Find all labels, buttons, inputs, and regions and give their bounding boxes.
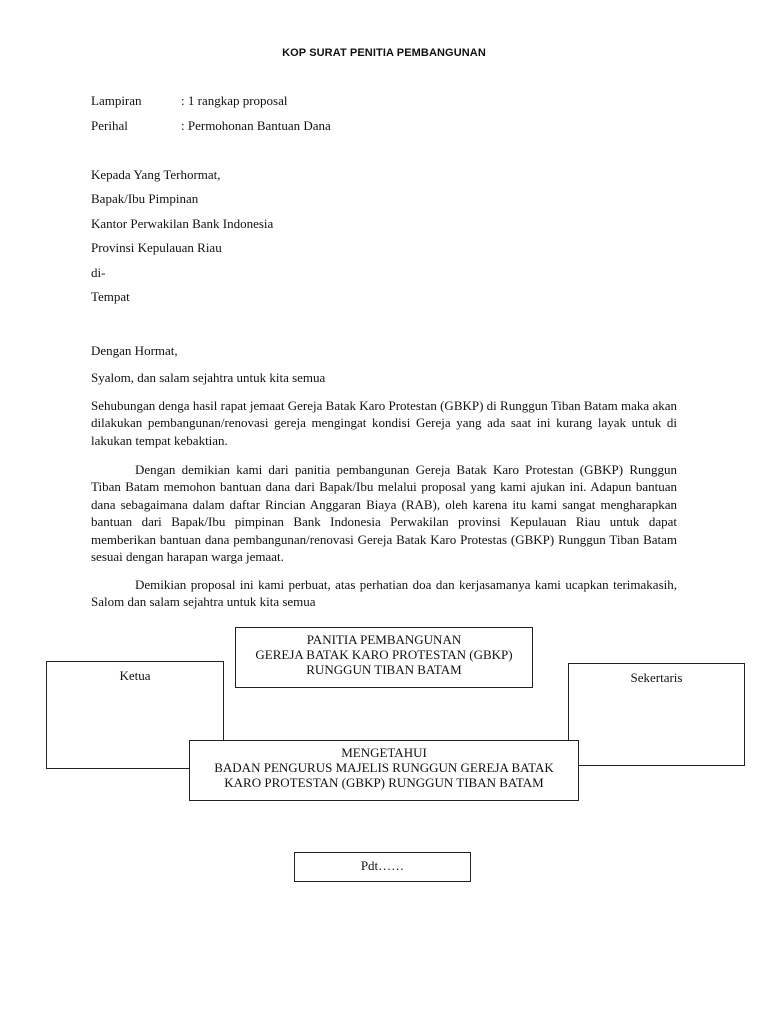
committee-line: GEREJA BATAK KARO PROTESTAN (GBKP): [255, 647, 513, 662]
meta-label: Perihal: [91, 118, 128, 133]
committee-line: RUNGGUN TIBAN BATAM: [306, 662, 462, 677]
meta-attachment: [91, 93, 288, 109]
pastor-label: Pdt……: [360, 858, 405, 873]
acknowledge-line: BADAN PENGURUS MAJELIS RUNGGUN GEREJA BATAK: [214, 760, 554, 775]
meta-value: : Permohonan Bantuan Dana: [181, 118, 331, 133]
secretary-signature-box: [568, 663, 745, 766]
committee-line: PANITIA PEMBANGUNAN: [306, 632, 462, 647]
recipient-line: Kepada Yang Terhormat,: [91, 167, 221, 182]
acknowledge-box: [189, 740, 579, 801]
recipient-line: Provinsi Kepulauan Riau: [91, 240, 222, 255]
acknowledge-line: MENGETAHUI: [341, 745, 427, 760]
recipient-line: Bapak/Ibu Pimpinan: [91, 191, 199, 206]
pastor-box: [294, 852, 471, 882]
chair-label: Ketua: [119, 668, 151, 683]
meta-label: Lampiran: [91, 93, 142, 108]
recipient-line: di-: [91, 265, 106, 280]
recipient-line: Kantor Perwakilan Bank Indonesia: [91, 216, 274, 231]
body-paragraph: Dengan demikian kami dari panitia pembangunan Gereja Batak Karo Protestan (GBKP) Runggun Tiban Batam memohon bantuan dana dari Bapak/Ibu melalui proposal yang kami ajukan ini. Adapun bantuan dana sebagaimana dalam daftar Rincian Anggaran Biaya (RAB), oleh karena itu kami sangat mengharapkan bantuan dari Bapak/Ibu pimpinan Bank Indonesia Perwakilan provinsi Kepulauan Riau untuk dapat memberikan bantuan dana pembangunan/renovasi Gereja Batak Karo Protestas (GBKP) Runggun Tiban Batam sesuai dengan harapan warga jemaat.: [91, 462, 677, 565]
recipient-line: Tempat: [91, 289, 130, 304]
letterhead-title: KOP SURAT PENITIA PEMBANGUNAN: [282, 47, 486, 59]
acknowledge-line: KARO PROTESTAN (GBKP) RUNGGUN TIBAN BATAM: [224, 775, 544, 790]
committee-box: [235, 627, 533, 688]
body-paragraph: Sehubungan denga hasil rapat jemaat Gereja Batak Karo Protestan (GBKP) di Runggun Tiban Batam maka akan dilakukan pembangunan/renovasi gereja mengingat kondisi Gereja yang ada saat ini kurang layak untuk di lakukan tempat kebaktian.: [91, 398, 677, 448]
meta-subject: [91, 118, 331, 134]
salutation: Dengan Hormat,: [91, 343, 178, 358]
closing-paragraph: Demikian proposal ini kami perbuat, atas perhatian doa dan kerjasamanya kami ucapkan terimakasih, Salom dan salam sejahtra untuk kita semua: [91, 577, 677, 610]
greeting: Syalom, dan salam sejahtra untuk kita semua: [91, 370, 326, 385]
meta-value: : 1 rangkap proposal: [181, 93, 288, 108]
secretary-label: Sekertaris: [630, 670, 683, 685]
